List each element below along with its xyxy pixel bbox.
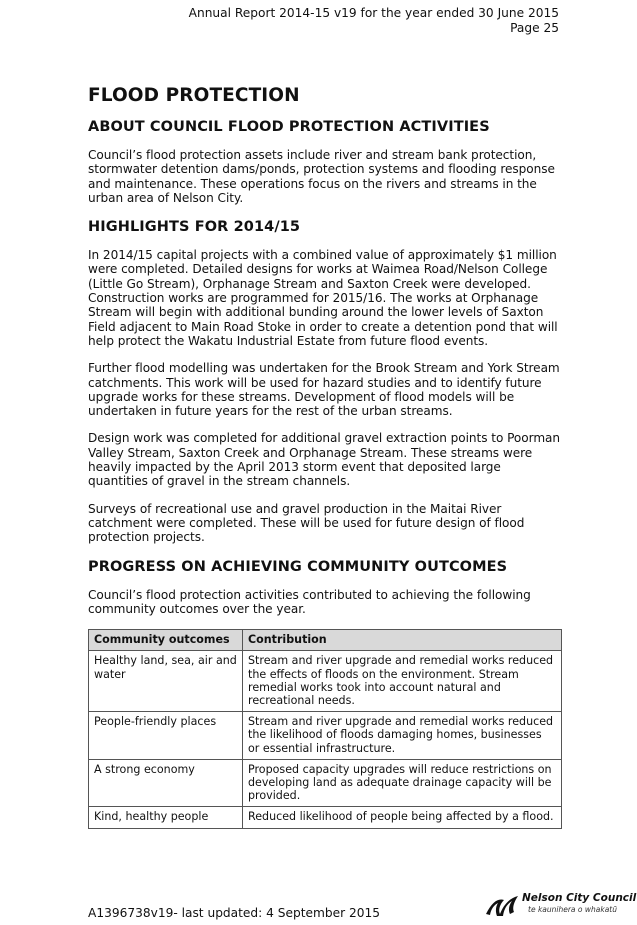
page-title: FLOOD PROTECTION bbox=[88, 85, 300, 106]
contribution-cell: Proposed capacity upgrades will reduce restrictions on developing land as adequate drainage capacity will be provided. bbox=[243, 759, 562, 807]
contribution-cell: Reduced likelihood of people being affected by a flood. bbox=[243, 807, 562, 828]
table-header-row bbox=[89, 630, 562, 651]
column-header-outcomes: Community outcomes bbox=[89, 630, 243, 651]
footer-doc-ref: A1396738v19- last updated: 4 September 2015 bbox=[88, 906, 381, 920]
outcome-cell: People-friendly places bbox=[89, 712, 243, 760]
page-header bbox=[189, 6, 559, 36]
report-title: Annual Report 2014-15 v19 for the year ended 30 June 2015 bbox=[188, 6, 559, 20]
highlights-heading: HIGHLIGHTS FOR 2014/15 bbox=[88, 219, 301, 236]
progress-heading: PROGRESS ON ACHIEVING COMMUNITY OUTCOMES bbox=[88, 558, 508, 575]
about-heading: ABOUT COUNCIL FLOOD PROTECTION ACTIVITIES bbox=[88, 119, 490, 135]
table-row bbox=[89, 712, 562, 760]
page-number: Page 25 bbox=[510, 21, 559, 35]
contribution-cell: Stream and river upgrade and remedial works reduced the effects of floods on the environment. Stream remedial works took into account natural and recreational needs. bbox=[243, 651, 562, 712]
highlights-paragraph-4: Surveys of recreational use and gravel production in the Maitai River catchment were completed. These will be used for future design of flood protection projects. bbox=[88, 501, 525, 545]
contribution-cell: Stream and river upgrade and remedial works reduced the likelihood of floods damaging homes, businesses or essential infrastructure. bbox=[243, 712, 562, 760]
outcome-cell: A strong economy bbox=[89, 759, 243, 807]
progress-intro: Council’s flood protection activities contributed to achieving the following community outcomes over the year. bbox=[88, 587, 531, 616]
about-paragraph: Council’s flood protection assets include river and stream bank protection, stormwater detention dams/ponds, protection systems and flooding response and maintenance. These operations focus on the rivers and streams in the urban area of Nelson City. bbox=[88, 148, 555, 205]
table-row bbox=[89, 807, 562, 828]
table-row bbox=[89, 759, 562, 807]
highlights-paragraph-3: Design work was completed for additional gravel extraction points to Poorman Valley Stream, Saxton Creek and Orphanage Stream. These streams were heavily impacted by the April 2013 storm event that deposited large quantities of gravel in the stream channels. bbox=[88, 431, 561, 489]
council-logo bbox=[484, 890, 637, 920]
outcome-cell: Kind, healthy people bbox=[89, 807, 243, 828]
main-content bbox=[88, 84, 563, 829]
council-logo-icon bbox=[484, 892, 524, 918]
council-logo-subtitle: te kaunihera o whakatū bbox=[528, 905, 617, 914]
highlights-paragraph-1: In 2014/15 capital projects with a combined value of approximately $1 million were completed. Detailed designs for works at Waimea Road/Nelson College (Little Go Stream), Orphanage Stream and Saxton Creek were developed. Construction works are programmed for 2015/16. The works at Orphanage Stream will begin with additional bunding around the lower levels of Saxton Field adjacent to Main Road Stoke in order to create a detention pond that will help protect the Wakatu Industrial Estate from future flood events. bbox=[88, 248, 558, 348]
outcomes-table bbox=[88, 629, 562, 828]
council-logo-name: Nelson City Council bbox=[522, 892, 637, 904]
highlights-paragraph-2: Further flood modelling was undertaken for the Brook Stream and York Stream catchments. This work will be used for hazard studies and to identify future upgrade works for these streams. Development of flood models will be undertaken in future years for the rest of the urban streams. bbox=[88, 361, 560, 419]
outcome-cell: Healthy land, sea, air and water bbox=[89, 651, 243, 712]
column-header-contribution: Contribution bbox=[243, 630, 562, 651]
table-row bbox=[89, 651, 562, 712]
